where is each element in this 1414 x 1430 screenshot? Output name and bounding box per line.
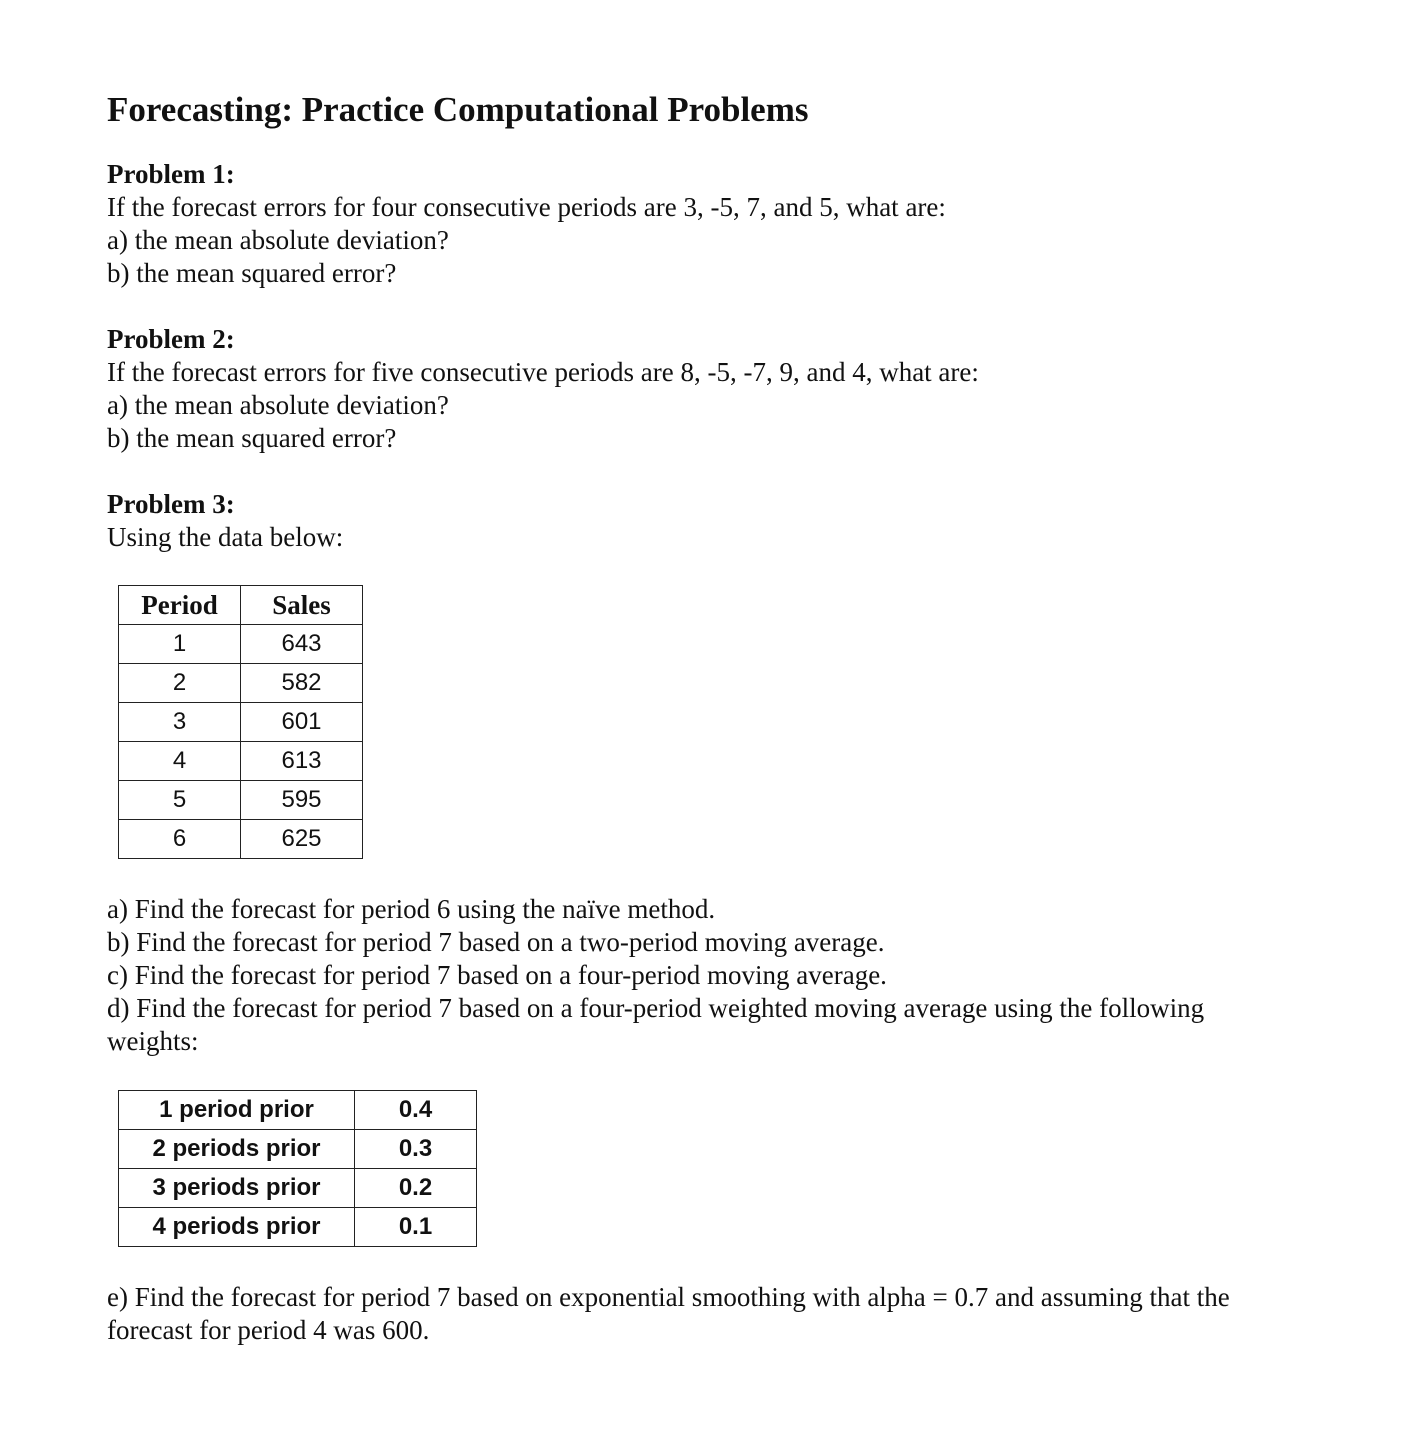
table-row <box>119 625 363 664</box>
problem-1 <box>107 158 1307 290</box>
table-row <box>119 1208 477 1247</box>
problem-2-part-a: a) the mean absolute deviation? <box>107 390 449 420</box>
period-cell: 4 <box>119 742 241 781</box>
table-row <box>119 742 363 781</box>
problem-3-questions <box>107 893 1307 1058</box>
problem-3-part-c: c) Find the forecast for period 7 based on a four-period moving average. <box>107 960 887 990</box>
weights-table <box>118 1090 477 1247</box>
weight-value-cell: 0.3 <box>355 1130 477 1169</box>
problem-2-heading: Problem 2: <box>107 324 235 354</box>
weight-label-cell: 3 periods prior <box>119 1169 355 1208</box>
document-page <box>107 88 1307 1347</box>
problem-1-part-a: a) the mean absolute deviation? <box>107 225 449 255</box>
sales-cell: 582 <box>241 664 363 703</box>
problem-3 <box>107 488 1307 1347</box>
problem-3-part-e: e) Find the forecast for period 7 based on exponential smoothing with alpha = 0.7 and assuming that the forecast for period 4 was 600. <box>107 1282 1230 1345</box>
problem-3-part-d: d) Find the forecast for period 7 based on a four-period weighted moving average using the following weights: <box>107 993 1205 1056</box>
sales-cell: 613 <box>241 742 363 781</box>
sales-cell: 595 <box>241 781 363 820</box>
page-title: Forecasting: Practice Computational Problems <box>107 90 809 129</box>
table-row <box>119 1130 477 1169</box>
problem-3-intro: Using the data below: <box>107 522 344 552</box>
period-cell: 6 <box>119 820 241 859</box>
table-row <box>119 1091 477 1130</box>
period-cell: 1 <box>119 625 241 664</box>
problem-3-part-b: b) Find the forecast for period 7 based on a two-period moving average. <box>107 927 885 957</box>
table-row <box>119 820 363 859</box>
table-row <box>119 781 363 820</box>
problem-2-part-b: b) the mean squared error? <box>107 423 397 453</box>
table-row <box>119 703 363 742</box>
problem-1-part-b: b) the mean squared error? <box>107 258 397 288</box>
problem-3-heading: Problem 3: <box>107 489 235 519</box>
sales-cell: 625 <box>241 820 363 859</box>
weight-label-cell: 2 periods prior <box>119 1130 355 1169</box>
table-row <box>119 1169 477 1208</box>
problem-3-part-a: a) Find the forecast for period 6 using the naïve method. <box>107 894 716 924</box>
weight-value-cell: 0.4 <box>355 1091 477 1130</box>
sales-header-period: Period <box>119 586 241 625</box>
weight-label-cell: 4 periods prior <box>119 1208 355 1247</box>
sales-table-header-row <box>119 586 363 625</box>
problem-1-intro: If the forecast errors for four consecutive periods are 3, -5, 7, and 5, what are: <box>107 192 946 222</box>
weight-label-cell: 1 period prior <box>119 1091 355 1130</box>
period-cell: 5 <box>119 781 241 820</box>
table-row <box>119 664 363 703</box>
sales-cell: 643 <box>241 625 363 664</box>
problem-2 <box>107 323 1307 455</box>
sales-cell: 601 <box>241 703 363 742</box>
sales-header-sales: Sales <box>241 586 363 625</box>
problem-1-heading: Problem 1: <box>107 159 235 189</box>
sales-table <box>118 585 363 859</box>
weight-value-cell: 0.1 <box>355 1208 477 1247</box>
period-cell: 2 <box>119 664 241 703</box>
period-cell: 3 <box>119 703 241 742</box>
weight-value-cell: 0.2 <box>355 1169 477 1208</box>
problem-2-intro: If the forecast errors for five consecutive periods are 8, -5, -7, 9, and 4, what are: <box>107 357 979 387</box>
